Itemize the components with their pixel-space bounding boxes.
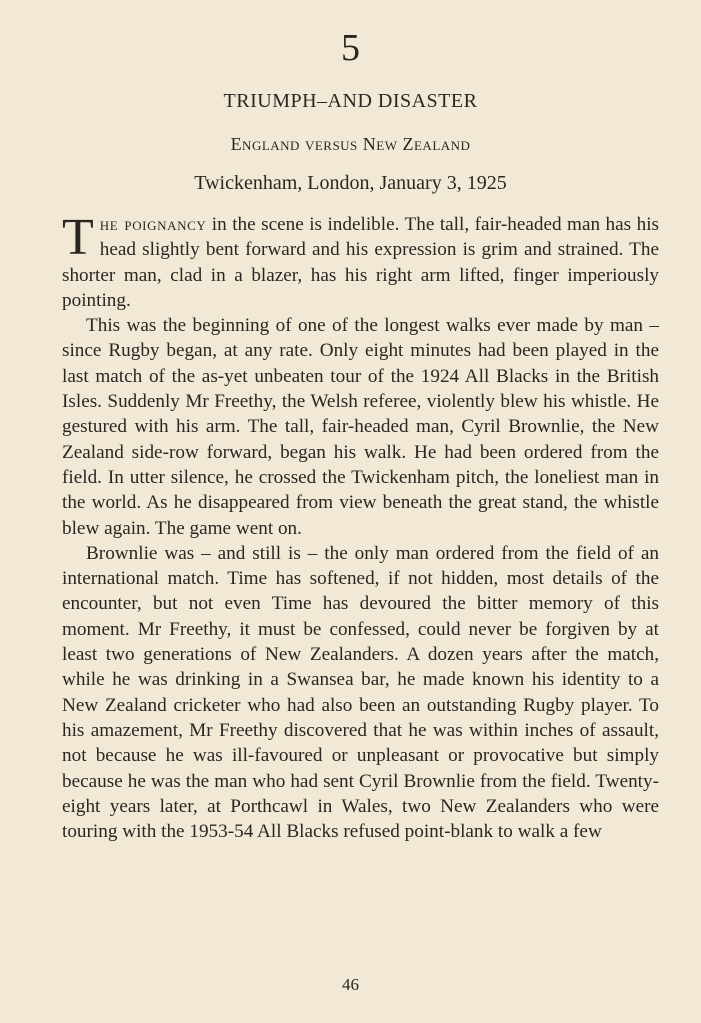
paragraph-1-text: in the scene is indelible. The tall, fair-headed man has his head slightly bent forward and his expression is grim and strained. The shorter man, clad in a blazer, has his right arm lifted, finger imperiously pointing. bbox=[62, 214, 659, 311]
chapter-title: TRIUMPH–AND DISASTER bbox=[223, 90, 478, 112]
body-text bbox=[62, 209, 659, 844]
paragraph-1 bbox=[62, 209, 659, 313]
chapter-subtitle: England versus New Zealand bbox=[230, 134, 471, 154]
chapter-number: 5 bbox=[341, 27, 360, 69]
lead-in-small-caps: he poignancy bbox=[99, 214, 207, 235]
drop-cap: T bbox=[62, 209, 94, 266]
paragraph-2: This was the beginning of one of the longest walks ever made by man – since Rugby began, at any rate. Only eight minutes had been played in the last match of the as-yet unbeaten tour of the 1924 All Blacks in the British Isles. Suddenly Mr Freethy, the Welsh referee, violently blew his whistle. He gestured with his arm. The tall, fair-headed man, Cyril Brownlie, the New Zealand side-row forward, began his walk. He had been ordered from the field. In utter silence, he crossed the Twickenham pitch, the loneliest man in the world. As he disappeared from view beneath the great stand, the whistle blew again. The game went on. bbox=[62, 315, 659, 539]
venue-date-line: Twickenham, London, January 3, 1925 bbox=[194, 172, 507, 194]
paragraph-3: Brownlie was – and still is – the only man ordered from the field of an international match. Time has softened, if not hidden, most details of the encounter, but not even Time has devoured the bitter memory of this moment. Mr Freethy, it must be confessed, could never be forgiven by at least two generations of New Zealanders. A dozen years after the match, while he was drinking in a Swansea bar, he made known his identity to a New Zealand cricketer who had also been an outstanding Rugby player. To his amazement, Mr Freethy discovered that he was within inches of assault, not because he was ill-favoured or unpleasant or provocative but simply because he was the man who had sent Cyril Brownlie from the field. Twenty-eight years later, at Porthcawl in Wales, two New Zealanders who were touring with the 1953-54 All Blacks refused point-blank to walk a few bbox=[62, 542, 659, 843]
page-number: 46 bbox=[342, 975, 359, 994]
